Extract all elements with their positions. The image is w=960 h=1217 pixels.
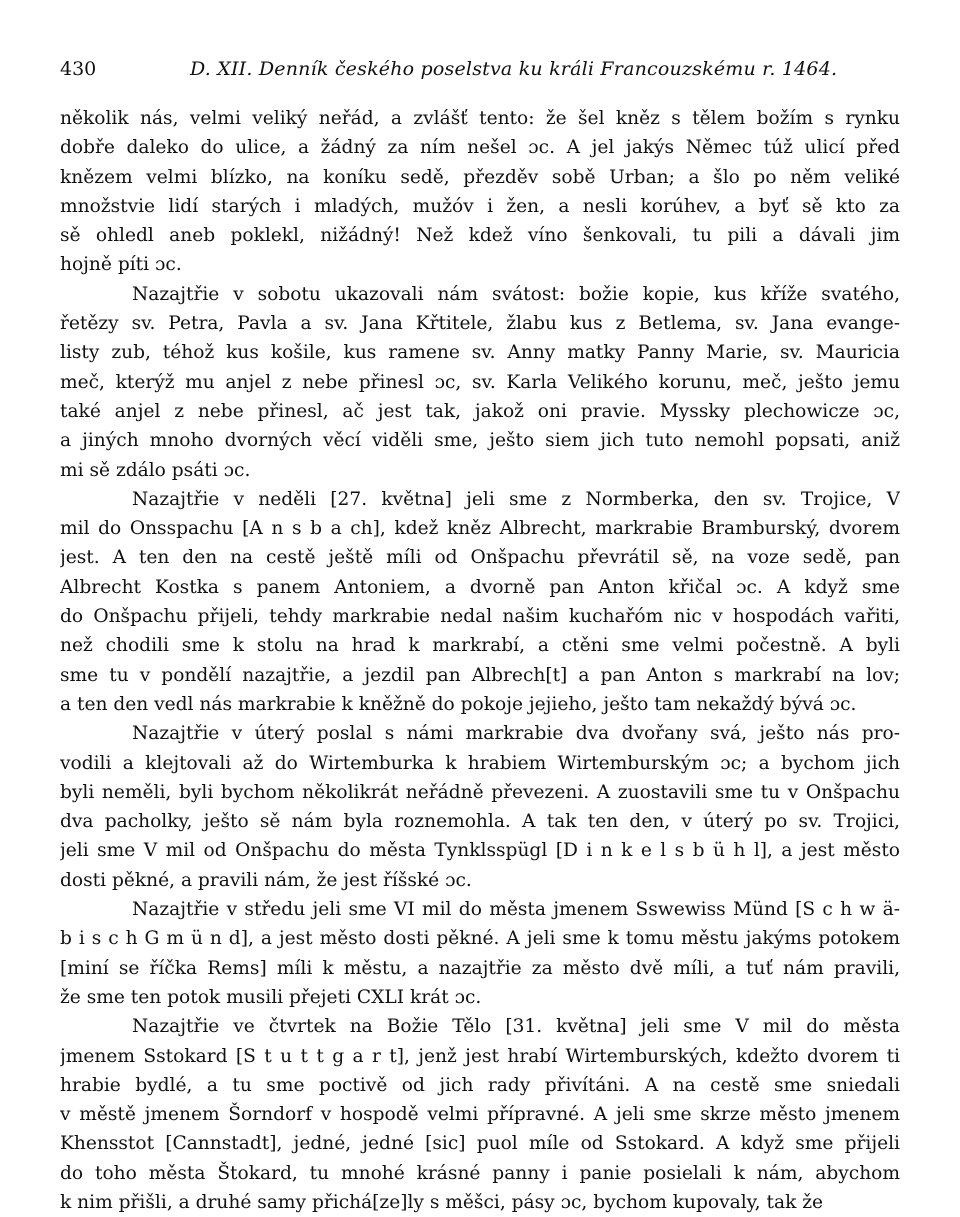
text-line: sme tu v pondělí nazajtřie, a jezdil pan Albrech[t] a pan Anton s markrabí na lov; [60, 664, 900, 686]
text-line: do toho města Štokard, tu mnohé krásné panny i panie posielali k nám, abychom [60, 1162, 900, 1184]
page-number: 430 [60, 58, 97, 80]
text-line: hojně píti ɔc. [60, 254, 182, 276]
text-line: a jiných mnoho dvorných věcí viděli sme, ješto siem jich tuto nemohl popsati, aniž [60, 430, 900, 452]
text-line: Khensstot [Cannstadt], jedné, jedné [sic] puol míle od Sstokard. A když sme přijeli [60, 1133, 900, 1155]
text-line: knězem velmi blízko, na koníku sedě, přezděv sobě Urban; a šlo po něm veliké [60, 166, 900, 188]
text-line: k nim přišli, a druhé samy přichá[ze]ly s měšci, pásy ɔc, bychom kupovaly, tak že [60, 1191, 824, 1213]
text-line: řetězy sv. Petra, Pavla a sv. Jana Křtitele, žlabu kus z Betlema, sv. Jana evange- [60, 313, 900, 335]
text-line: dobře daleko do ulice, a žádný za ním nešel ɔc. A jel jakýs Němec túž ulicí před [60, 137, 900, 159]
text-line: Nazajtřie ve čtvrtek na Božie Tělo [31. května] jeli sme V mil do města [132, 1016, 900, 1038]
text-line: než chodili sme k stolu na hrad k markrabí, a ctěni sme velmi počestně. A byli [60, 635, 900, 657]
text-line: b i s c h G m ü n d], a jest město dosti pěkné. A jeli sme k tomu městu jakýms potokem [60, 928, 900, 950]
text-line: jeli sme V mil od Onšpachu do města Tynklsspügl [D i n k e l s b ü h l], a jest město [60, 840, 900, 862]
text-line: Nazajtřie v sobotu ukazovali nám svátost: božie kopie, kus kříže svatého, [132, 283, 900, 305]
text-line: mil do Onsspachu [A n s b a ch], kdež kněz Albrecht, markrabie Bramburský, dvorem [60, 518, 900, 540]
paragraph [60, 104, 900, 280]
text-line: jmenem Sstokard [S t u t t g a r t], jenž jest hrabí Wirtemburských, kdežto dvorem ti [60, 1045, 900, 1067]
text-line: také anjel z nebe přinesl, ač jest tak, jakož oni pravie. Myssky plechowicze ɔc, [60, 400, 900, 422]
text-line: jest. A ten den na cestě ještě míli od Onšpachu převrátil sě, na voze sedě, pan [60, 547, 900, 569]
text-line: meč, kterýž mu anjel z nebe přinesl ɔc, sv. Karla Velikého korunu, meč, ješto jemu [60, 371, 900, 393]
text-line: Nazajtřie v středu jeli sme VI mil do města jmenem Sswewiss Münd [S c h w ä- [132, 899, 900, 921]
text-line: v městě jmenem Šorndorf v hospodě velmi přípravné. A jeli sme skrze město jmenem [60, 1104, 900, 1126]
paragraph [60, 895, 900, 1012]
paragraph [60, 1012, 900, 1217]
text-line: Nazajtřie v neděli [27. května] jeli sme z Normberka, den sv. Trojice, V [132, 488, 900, 510]
text-line: Nazajtřie v úterý poslal s námi markrabie dva dvořany svá, ješto nás pro- [132, 723, 900, 745]
text-line: dva pacholky, ješto sě nám byla roznemohla. A tak ten den, v úterý po sv. Trojici, [60, 811, 900, 833]
text-line: a ten den vedl nás markrabie k kněžně do pokoje jejieho, ješto tam nekaždý bývá ɔc. [60, 693, 857, 715]
text-line: listy zub, téhož kus košile, kus ramene sv. Anny matky Panny Marie, sv. Mauricia [60, 342, 900, 364]
page-header [60, 58, 900, 86]
text-line: do Onšpachu přijeli, tehdy markrabie nedal našim kuchařóm nic v hospodách vařiti, [60, 606, 900, 628]
paragraph [60, 719, 900, 895]
text-line: mi sě zdálo psáti ɔc. [60, 459, 251, 481]
text-line: [miní se říčka Rems] míli k městu, a nazajtřie za město dvě míli, a tuť nám pravili, [60, 957, 900, 979]
paragraph [60, 280, 900, 485]
text-line: sě ohledl aneb poklekl, nižádný! Než kdež víno šenkovali, tu pili a dávali jim [60, 225, 900, 247]
text-line: dosti pěkné, a pravili nám, že jest říšské ɔc. [60, 869, 472, 891]
text-line: několik nás, velmi veliký neřád, a zvlášť tento: že šel kněz s tělem božím s rynku [60, 108, 900, 129]
text-line: hrabie bydlé, a tu sme poctivě od jich rady přivítáni. A na cestě sme sniedali [60, 1074, 900, 1096]
paragraph [60, 485, 900, 719]
text-line: množstvie lidí starých i mladých, mužóv i žen, a nesli korúhev, a byť sě kto za [60, 195, 900, 217]
body-text [60, 104, 900, 1217]
running-title: D. XII. Denník českého poselstva ku králi Francouzskému r. 1464. [190, 58, 838, 80]
text-line: byli neměli, byli bychom několikrát neřádně převezeni. A zuostavili sme tu v Onšpachu [60, 781, 900, 803]
text-line: že sme ten potok musili přejeti CXLI krát ɔc. [60, 986, 482, 1008]
text-line: vodili a klejtovali až do Wirtemburka k hrabiem Wirtemburským ɔc; a bychom jich [60, 752, 900, 774]
text-line: Albrecht Kostka s panem Antoniem, a dvorně pan Anton křičal ɔc. A když sme [60, 576, 900, 598]
